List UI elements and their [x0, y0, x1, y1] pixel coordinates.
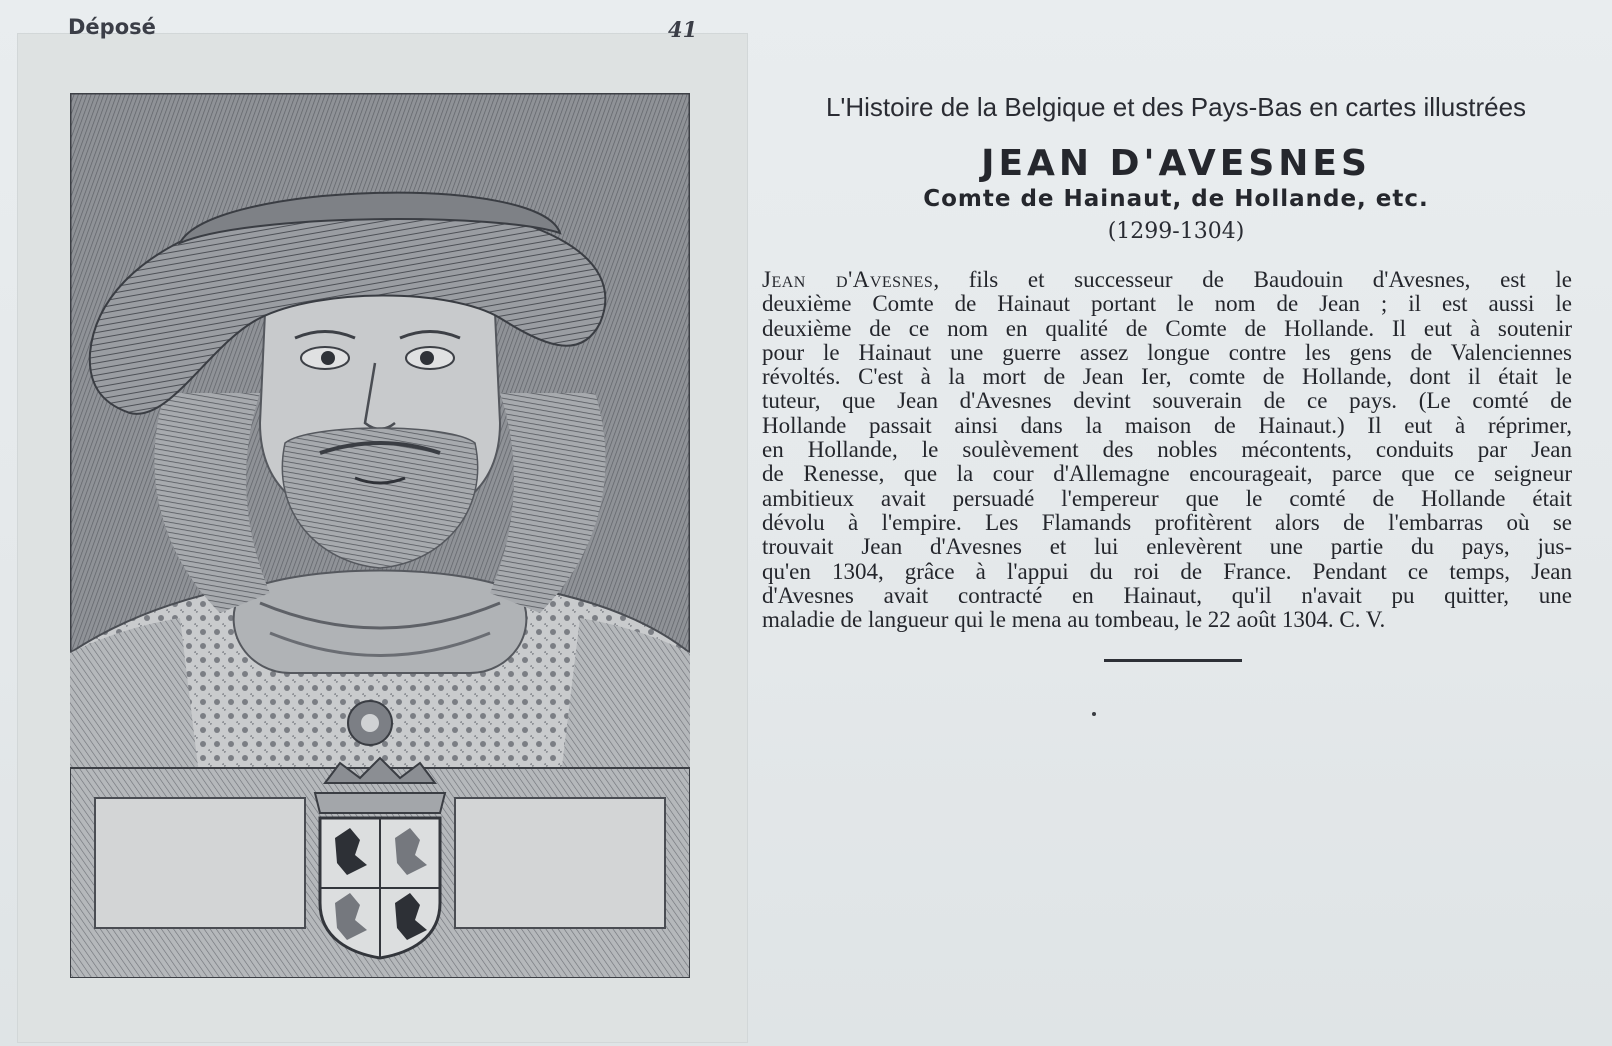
text-line: dévolu à l'empire. Les Flamands profitèrent alors de l'embarras où se — [762, 509, 1572, 535]
subtitle: Comte de Hainaut, de Hollande, etc. — [923, 186, 1429, 212]
page-title: JEAN D'AVESNES — [981, 143, 1371, 184]
text-line-last: maladie de langueur qui le mena au tombeau, le 22 août 1304. C. V. — [762, 607, 1386, 633]
portrait-engraving — [70, 93, 690, 978]
text-line: tuteur, que Jean d'Avesnes devint souverain de ce pays. (Le comté de — [762, 388, 1572, 414]
text-line-1-rest: , fils et successeur de Baudouin d'Avesnes, est le — [933, 267, 1572, 292]
text-line: de Renesse, que la cour d'Allemagne encourageait, parce que ce seigneur — [762, 461, 1572, 487]
biography-text — [762, 268, 1572, 632]
text-line: deuxième de ce nom en qualité de Comte de Hollande. Il eut à soutenir — [762, 315, 1572, 341]
text-line: deuxième Comte de Hainaut portant le nom de Jean ; il est aussi le — [762, 291, 1572, 317]
text-line: en Hollande, le soulèvement des nobles mécontents, conduits par Jean — [762, 437, 1572, 463]
engraved-portrait-icon — [70, 93, 690, 978]
registered-mark: Déposé — [68, 15, 156, 39]
text-line: pour le Hainaut une guerre assez longue contre les gens de Valenciennes — [762, 339, 1572, 365]
text-line-1 — [762, 268, 1572, 292]
text-line: Hollande passait ainsi dans la maison de Hainaut.) Il eut à réprimer, — [762, 412, 1572, 438]
text-line: révoltés. C'est à la mort de Jean Ier, comte de Hollande, dont il était le — [762, 364, 1572, 390]
text-line: ambitieux avait persuadé l'empereur que le comté de Hollande était — [762, 485, 1572, 511]
text-line: qu'en 1304, grâce à l'appui du roi de France. Pendant ce temps, Jean — [762, 558, 1572, 584]
series-title: L'Histoire de la Belgique et des Pays-Bas en cartes illustrées — [825, 92, 1527, 122]
divider-rule — [1104, 659, 1242, 662]
text-line: trouvait Jean d'Avesnes et lui enlevèrent une partie du pays, jus- — [762, 534, 1572, 560]
text-column — [756, 0, 1596, 1046]
card-number: 41 — [668, 17, 698, 42]
lead-name: Jean d'Avesnes — [762, 267, 934, 292]
text-line: d'Avesnes avait contracté en Hainaut, qu'il n'avait pu quitter, une — [762, 582, 1572, 608]
reign-dates: (1299-1304) — [1107, 219, 1245, 244]
print-speck — [1092, 712, 1096, 716]
